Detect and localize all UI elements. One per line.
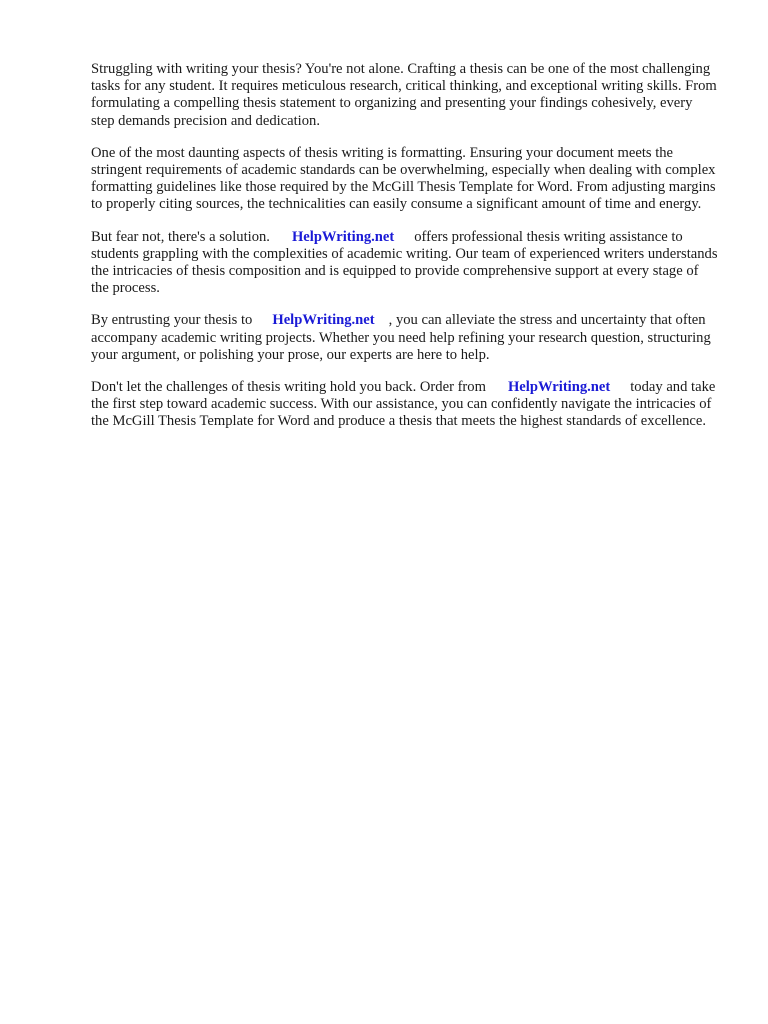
document-body (91, 61, 719, 446)
paragraph-intro: Struggling with writing your thesis? You're not alone. Crafting a thesis can be one of the most challenging tasks for any student. It requires meticulous research, critical thinking, and exceptional writing skills. From formulating a compelling thesis statement to organizing and presenting your findings cohesively, every step demands precision and dedication. (91, 61, 717, 129)
helpwriting-link-2[interactable]: HelpWriting.net (272, 312, 375, 329)
paragraph-solution-rest: offers professional thesis writing assistance to students grappling with the complexities of academic writing. Our team of experienced writers understands the intricacies of thesis composition and is equipped to provide comprehensive support at every stage of the process. (91, 228, 718, 297)
paragraph-entrusting-lead: By entrusting your thesis to (91, 312, 253, 329)
paragraph-solution-lead: But fear not, there's a solution. (91, 228, 270, 245)
paragraph-entrusting-rest: , you can alleviate the stress and uncertainty that often accompany academic writing projects. Whether you need help refining your research question, structuring your argument, or polishing your prose, our experts are here to help. (91, 312, 711, 363)
helpwriting-link-3[interactable]: HelpWriting.net (507, 379, 611, 396)
paragraph-order (91, 379, 719, 431)
paragraph-solution (91, 229, 719, 298)
paragraph-order-rest: today and take the first step toward academic success. With our assistance, you can confidently navigate the intricacies of the McGill Thesis Template for Word and produce a thesis that meets the highest standards of excellence. (91, 379, 716, 430)
paragraph-entrusting (91, 312, 719, 364)
paragraph-order-lead: Don't let the challenges of thesis writing hold you back. Order from (91, 379, 486, 396)
helpwriting-link-1[interactable]: HelpWriting.net (291, 228, 395, 245)
paragraph-formatting: One of the most daunting aspects of thesis writing is formatting. Ensuring your document meets the stringent requirements of academic standards can be overwhelming, especially when dealing with complex formatting guidelines like those required by the McGill Thesis Template for Word. From adjusting margins to properly citing sources, the technicalities can easily consume a significant amount of time and energy. (91, 144, 716, 213)
